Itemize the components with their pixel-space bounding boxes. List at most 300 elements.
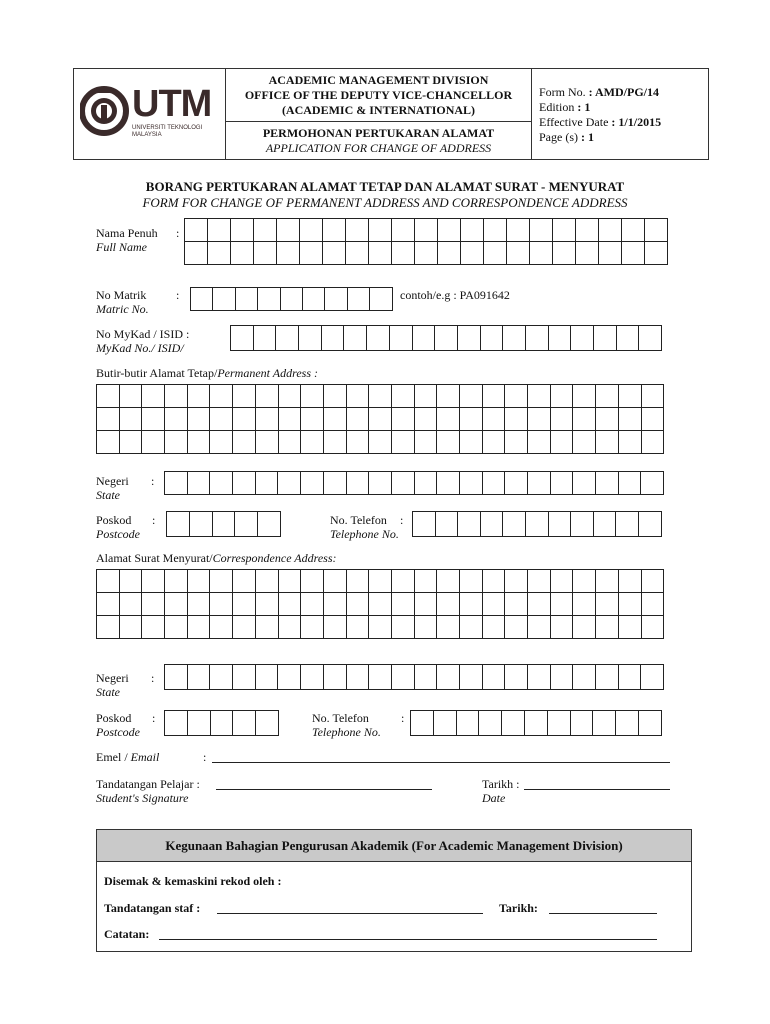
char-box[interactable] [551, 665, 574, 690]
char-box[interactable] [325, 288, 347, 311]
staff-signature-line[interactable] [217, 913, 483, 914]
char-box[interactable] [254, 326, 277, 351]
char-box[interactable] [208, 219, 231, 242]
char-box[interactable] [505, 385, 528, 408]
char-box[interactable] [324, 385, 347, 408]
char-box[interactable] [258, 512, 281, 537]
char-box[interactable] [369, 242, 392, 265]
char-box[interactable] [279, 431, 302, 454]
char-box[interactable] [438, 242, 461, 265]
char-box[interactable] [165, 385, 188, 408]
char-box[interactable] [458, 326, 481, 351]
char-box[interactable] [279, 570, 302, 593]
char-box[interactable] [528, 431, 551, 454]
char-box[interactable] [276, 326, 299, 351]
char-box[interactable] [437, 570, 460, 593]
email-line[interactable] [212, 762, 670, 763]
char-box[interactable] [641, 665, 664, 690]
char-box[interactable] [596, 385, 619, 408]
char-box[interactable] [300, 219, 323, 242]
char-box[interactable] [233, 711, 256, 736]
char-box[interactable] [188, 431, 211, 454]
char-box[interactable] [503, 326, 526, 351]
char-box[interactable] [258, 288, 280, 311]
char-box[interactable] [553, 242, 576, 265]
char-box[interactable] [619, 431, 642, 454]
char-box[interactable] [642, 593, 665, 616]
char-box[interactable] [369, 665, 392, 690]
char-box[interactable] [392, 570, 415, 593]
char-box[interactable] [233, 593, 256, 616]
char-box[interactable] [481, 326, 504, 351]
char-box[interactable] [573, 385, 596, 408]
date-line[interactable] [524, 789, 670, 790]
char-box[interactable] [479, 711, 502, 736]
char-box[interactable] [437, 616, 460, 639]
corr-postcode-boxes[interactable] [164, 710, 279, 736]
char-box[interactable] [415, 570, 438, 593]
char-box[interactable] [369, 593, 392, 616]
char-box[interactable] [596, 408, 619, 431]
char-box[interactable] [299, 326, 322, 351]
char-box[interactable] [437, 593, 460, 616]
char-box[interactable] [213, 288, 235, 311]
char-box[interactable] [573, 472, 596, 495]
char-box[interactable] [505, 593, 528, 616]
char-box[interactable] [483, 570, 506, 593]
char-box[interactable] [622, 219, 645, 242]
char-box[interactable] [528, 616, 551, 639]
char-box[interactable] [596, 616, 619, 639]
char-box[interactable] [344, 326, 367, 351]
char-box[interactable] [165, 570, 188, 593]
office-date-line[interactable] [549, 913, 657, 914]
char-box[interactable] [256, 385, 279, 408]
char-box[interactable] [505, 408, 528, 431]
char-box[interactable] [642, 616, 665, 639]
char-box[interactable] [596, 570, 619, 593]
char-box[interactable] [551, 385, 574, 408]
char-box[interactable] [530, 242, 553, 265]
corr-address-boxes[interactable] [96, 569, 664, 639]
char-box[interactable] [277, 242, 300, 265]
char-box[interactable] [256, 408, 279, 431]
char-box[interactable] [281, 288, 303, 311]
char-box[interactable] [415, 242, 438, 265]
char-box[interactable] [256, 472, 279, 495]
char-box[interactable] [278, 472, 301, 495]
char-box[interactable] [461, 242, 484, 265]
char-box[interactable] [300, 242, 323, 265]
char-box[interactable] [231, 219, 254, 242]
char-box[interactable] [617, 326, 640, 351]
char-box[interactable] [505, 616, 528, 639]
char-box[interactable] [369, 408, 392, 431]
char-box[interactable] [616, 711, 639, 736]
char-box[interactable] [120, 408, 143, 431]
char-box[interactable] [347, 665, 370, 690]
char-box[interactable] [254, 219, 277, 242]
char-box[interactable] [483, 593, 506, 616]
char-box[interactable] [642, 385, 665, 408]
char-box[interactable] [460, 408, 483, 431]
char-box[interactable] [324, 408, 347, 431]
char-box[interactable] [213, 512, 236, 537]
char-box[interactable] [619, 472, 642, 495]
char-box[interactable] [185, 219, 208, 242]
char-box[interactable] [502, 711, 525, 736]
char-box[interactable] [616, 512, 639, 537]
char-box[interactable] [188, 408, 211, 431]
char-box[interactable] [210, 665, 233, 690]
char-box[interactable] [576, 219, 599, 242]
char-box[interactable] [460, 472, 483, 495]
char-box[interactable] [460, 665, 483, 690]
char-box[interactable] [188, 593, 211, 616]
signature-line[interactable] [216, 789, 432, 790]
char-box[interactable] [505, 665, 528, 690]
char-box[interactable] [641, 472, 664, 495]
char-box[interactable] [573, 616, 596, 639]
char-box[interactable] [619, 665, 642, 690]
char-box[interactable] [436, 512, 459, 537]
char-box[interactable] [254, 242, 277, 265]
char-box[interactable] [256, 593, 279, 616]
char-box[interactable] [188, 616, 211, 639]
char-box[interactable] [324, 616, 347, 639]
char-box[interactable] [596, 593, 619, 616]
char-box[interactable] [551, 431, 574, 454]
char-box[interactable] [483, 472, 506, 495]
char-box[interactable] [323, 242, 346, 265]
char-box[interactable] [392, 242, 415, 265]
char-box[interactable] [188, 385, 211, 408]
corr-state-boxes[interactable] [164, 664, 664, 690]
char-box[interactable] [120, 385, 143, 408]
char-box[interactable] [347, 570, 370, 593]
char-box[interactable] [505, 570, 528, 593]
char-box[interactable] [210, 408, 233, 431]
char-box[interactable] [231, 242, 254, 265]
char-box[interactable] [190, 512, 213, 537]
char-box[interactable] [347, 385, 370, 408]
char-box[interactable] [211, 711, 234, 736]
matric-boxes[interactable] [190, 287, 393, 311]
char-box[interactable] [369, 616, 392, 639]
char-box[interactable] [549, 326, 572, 351]
char-box[interactable] [645, 242, 668, 265]
char-box[interactable] [460, 593, 483, 616]
mykad-boxes[interactable] [230, 325, 662, 351]
char-box[interactable] [573, 665, 596, 690]
char-box[interactable] [484, 219, 507, 242]
char-box[interactable] [322, 326, 345, 351]
char-box[interactable] [210, 472, 233, 495]
char-box[interactable] [483, 665, 506, 690]
char-box[interactable] [639, 711, 662, 736]
char-box[interactable] [235, 512, 258, 537]
char-box[interactable] [437, 665, 460, 690]
char-box[interactable] [505, 472, 528, 495]
char-box[interactable] [324, 593, 347, 616]
char-box[interactable] [415, 665, 438, 690]
char-box[interactable] [97, 408, 120, 431]
char-box[interactable] [457, 711, 480, 736]
char-box[interactable] [551, 593, 574, 616]
char-box[interactable] [185, 242, 208, 265]
char-box[interactable] [434, 711, 457, 736]
char-box[interactable] [233, 431, 256, 454]
char-box[interactable] [188, 570, 211, 593]
char-box[interactable] [347, 472, 370, 495]
char-box[interactable] [301, 408, 324, 431]
char-box[interactable] [324, 472, 347, 495]
char-box[interactable] [415, 472, 438, 495]
char-box[interactable] [165, 431, 188, 454]
char-box[interactable] [347, 431, 370, 454]
char-box[interactable] [458, 512, 481, 537]
char-box[interactable] [503, 512, 526, 537]
char-box[interactable] [571, 512, 594, 537]
char-box[interactable] [573, 408, 596, 431]
char-box[interactable] [369, 570, 392, 593]
char-box[interactable] [256, 711, 279, 736]
char-box[interactable] [392, 593, 415, 616]
char-box[interactable] [120, 431, 143, 454]
perm-phone-boxes[interactable] [412, 511, 662, 537]
char-box[interactable] [367, 326, 390, 351]
char-box[interactable] [97, 593, 120, 616]
char-box[interactable] [347, 408, 370, 431]
char-box[interactable] [208, 242, 231, 265]
char-box[interactable] [413, 512, 436, 537]
char-box[interactable] [596, 665, 619, 690]
char-box[interactable] [392, 616, 415, 639]
corr-phone-boxes[interactable] [410, 710, 662, 736]
char-box[interactable] [507, 219, 530, 242]
char-box[interactable] [642, 431, 665, 454]
char-box[interactable] [301, 570, 324, 593]
char-box[interactable] [461, 219, 484, 242]
char-box[interactable] [301, 472, 324, 495]
char-box[interactable] [256, 431, 279, 454]
char-box[interactable] [392, 431, 415, 454]
char-box[interactable] [413, 326, 436, 351]
char-box[interactable] [142, 408, 165, 431]
char-box[interactable] [278, 665, 301, 690]
char-box[interactable] [390, 326, 413, 351]
char-box[interactable] [165, 711, 188, 736]
char-box[interactable] [346, 242, 369, 265]
char-box[interactable] [415, 616, 438, 639]
char-box[interactable] [437, 385, 460, 408]
char-box[interactable] [142, 616, 165, 639]
char-box[interactable] [97, 616, 120, 639]
char-box[interactable] [619, 570, 642, 593]
char-box[interactable] [483, 385, 506, 408]
char-box[interactable] [528, 408, 551, 431]
char-box[interactable] [277, 219, 300, 242]
char-box[interactable] [369, 431, 392, 454]
char-box[interactable] [639, 512, 662, 537]
char-box[interactable] [142, 593, 165, 616]
char-box[interactable] [210, 385, 233, 408]
char-box[interactable] [392, 385, 415, 408]
char-box[interactable] [481, 512, 504, 537]
char-box[interactable] [347, 616, 370, 639]
char-box[interactable] [551, 616, 574, 639]
char-box[interactable] [233, 472, 256, 495]
char-box[interactable] [233, 408, 256, 431]
char-box[interactable] [256, 616, 279, 639]
char-box[interactable] [142, 385, 165, 408]
char-box[interactable] [460, 385, 483, 408]
char-box[interactable] [256, 570, 279, 593]
char-box[interactable] [165, 472, 188, 495]
char-box[interactable] [369, 219, 392, 242]
char-box[interactable] [415, 593, 438, 616]
char-box[interactable] [120, 616, 143, 639]
char-box[interactable] [551, 472, 574, 495]
char-box[interactable] [599, 219, 622, 242]
char-box[interactable] [324, 431, 347, 454]
char-box[interactable] [619, 408, 642, 431]
char-box[interactable] [210, 570, 233, 593]
char-box[interactable] [233, 570, 256, 593]
char-box[interactable] [188, 665, 211, 690]
char-box[interactable] [210, 431, 233, 454]
char-box[interactable] [415, 385, 438, 408]
char-box[interactable] [437, 472, 460, 495]
char-box[interactable] [571, 711, 594, 736]
char-box[interactable] [301, 593, 324, 616]
char-box[interactable] [573, 431, 596, 454]
char-box[interactable] [528, 570, 551, 593]
char-box[interactable] [551, 570, 574, 593]
char-box[interactable] [571, 326, 594, 351]
char-box[interactable] [483, 431, 506, 454]
char-box[interactable] [528, 385, 551, 408]
char-box[interactable] [594, 326, 617, 351]
char-box[interactable] [526, 326, 549, 351]
char-box[interactable] [392, 665, 415, 690]
char-box[interactable] [484, 242, 507, 265]
char-box[interactable] [415, 408, 438, 431]
char-box[interactable] [120, 593, 143, 616]
char-box[interactable] [370, 288, 392, 311]
char-box[interactable] [530, 219, 553, 242]
char-box[interactable] [528, 665, 551, 690]
char-box[interactable] [97, 385, 120, 408]
char-box[interactable] [415, 431, 438, 454]
perm-state-boxes[interactable] [164, 471, 664, 495]
char-box[interactable] [639, 326, 662, 351]
char-box[interactable] [233, 665, 256, 690]
char-box[interactable] [279, 593, 302, 616]
char-box[interactable] [323, 219, 346, 242]
char-box[interactable] [167, 512, 190, 537]
char-box[interactable] [324, 665, 347, 690]
char-box[interactable] [619, 593, 642, 616]
char-box[interactable] [642, 570, 665, 593]
char-box[interactable] [97, 431, 120, 454]
char-box[interactable] [324, 570, 347, 593]
char-box[interactable] [303, 288, 325, 311]
char-box[interactable] [369, 385, 392, 408]
char-box[interactable] [165, 408, 188, 431]
char-box[interactable] [411, 711, 434, 736]
char-box[interactable] [619, 385, 642, 408]
char-box[interactable] [549, 512, 572, 537]
char-box[interactable] [645, 219, 668, 242]
char-box[interactable] [188, 472, 211, 495]
char-box[interactable] [279, 408, 302, 431]
char-box[interactable] [142, 570, 165, 593]
char-box[interactable] [392, 472, 415, 495]
char-box[interactable] [233, 385, 256, 408]
char-box[interactable] [505, 431, 528, 454]
char-box[interactable] [392, 219, 415, 242]
char-box[interactable] [551, 408, 574, 431]
char-box[interactable] [165, 665, 188, 690]
char-box[interactable] [596, 472, 619, 495]
char-box[interactable] [191, 288, 213, 311]
char-box[interactable] [593, 711, 616, 736]
char-box[interactable] [483, 616, 506, 639]
char-box[interactable] [301, 385, 324, 408]
char-box[interactable] [437, 408, 460, 431]
char-box[interactable] [573, 593, 596, 616]
char-box[interactable] [415, 219, 438, 242]
char-box[interactable] [301, 616, 324, 639]
char-box[interactable] [233, 616, 256, 639]
perm-address-boxes[interactable] [96, 384, 664, 454]
char-box[interactable] [301, 665, 324, 690]
perm-postcode-boxes[interactable] [166, 511, 281, 537]
notes-line[interactable] [159, 939, 657, 940]
char-box[interactable] [460, 616, 483, 639]
char-box[interactable] [437, 431, 460, 454]
char-box[interactable] [165, 593, 188, 616]
char-box[interactable] [573, 570, 596, 593]
char-box[interactable] [525, 711, 548, 736]
char-box[interactable] [369, 472, 392, 495]
char-box[interactable] [642, 408, 665, 431]
full-name-boxes[interactable] [184, 218, 668, 265]
char-box[interactable] [346, 219, 369, 242]
char-box[interactable] [97, 570, 120, 593]
char-box[interactable] [120, 570, 143, 593]
char-box[interactable] [460, 431, 483, 454]
char-box[interactable] [210, 616, 233, 639]
char-box[interactable] [392, 408, 415, 431]
char-box[interactable] [279, 616, 302, 639]
char-box[interactable] [188, 711, 211, 736]
char-box[interactable] [438, 219, 461, 242]
char-box[interactable] [619, 616, 642, 639]
char-box[interactable] [548, 711, 571, 736]
char-box[interactable] [231, 326, 254, 351]
char-box[interactable] [347, 593, 370, 616]
char-box[interactable] [236, 288, 258, 311]
char-box[interactable] [165, 616, 188, 639]
char-box[interactable] [301, 431, 324, 454]
char-box[interactable] [460, 570, 483, 593]
char-box[interactable] [256, 665, 279, 690]
char-box[interactable] [528, 472, 551, 495]
char-box[interactable] [210, 593, 233, 616]
char-box[interactable] [576, 242, 599, 265]
